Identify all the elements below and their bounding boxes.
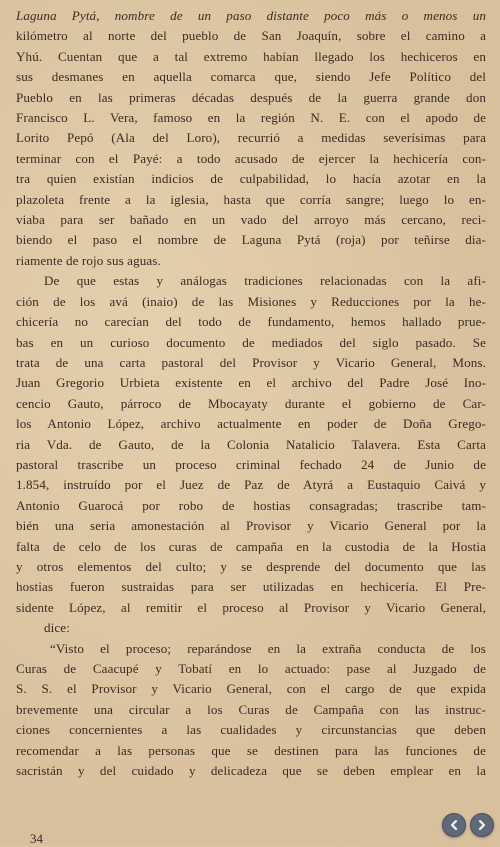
text-line: kilómetro al norte del pueblo de San Joaquín, sobre el camino a bbox=[16, 28, 486, 44]
text-line: los Antonio López, archivo actualmente en poder de Doña Grego- bbox=[16, 416, 486, 432]
arrow-right-icon bbox=[476, 819, 488, 831]
previous-page-button[interactable] bbox=[442, 813, 466, 837]
text-line: sus desmanes en aquella comarca que, siendo Jefe Político del bbox=[16, 69, 486, 85]
text-line: ciones concernientes a las cualidades y circunstancias que deben bbox=[16, 722, 486, 738]
text-line: sidente López, al remitir el proceso al Provisor y Vicario General, bbox=[16, 599, 486, 615]
text-line: Francisco L. Vera, famoso en la región N. E. con el apodo de bbox=[16, 110, 486, 126]
text-line: Yhú. Cuentan que a tal extremo habían llegado los hechiceros en bbox=[16, 48, 486, 64]
text-line: Antonio Guarocá por robo de hostias consagradas; trascribe tam- bbox=[16, 497, 486, 513]
arrow-left-icon bbox=[448, 819, 460, 831]
text-line: pastoral trascribe un proceso criminal fechado 24 de Junio de bbox=[16, 456, 486, 472]
text-line: falta de celo de los curas de campaña en la custodia de la Hostia bbox=[16, 538, 486, 554]
text-line: terminar con el Payé: a todo acusado de ejercer la hechicería con- bbox=[16, 150, 486, 166]
text-line: cencio Gauto, párroco de Mbocayaty durante el gobierno de Car- bbox=[16, 395, 486, 411]
document-body bbox=[16, 6, 486, 781]
text-line: plazoleta frente a la iglesia, hasta que corría sangre; luego lo en- bbox=[16, 191, 486, 207]
page-nav bbox=[442, 813, 494, 837]
page-number: 34 bbox=[30, 831, 43, 846]
text-line: biendo el paso el nombre de Laguna Pytá (roja) por teñirse dia- bbox=[16, 232, 486, 248]
text-line: S. S. el Provisor y Vicario General, con el cargo de que expida bbox=[16, 681, 486, 697]
text-line: dice: bbox=[44, 620, 70, 636]
text-line: ción de los avá (inaio) de las Misiones y Reducciones por la he- bbox=[16, 293, 486, 309]
text-line: Pueblo en las primeras décadas después de la guerra grande don bbox=[16, 89, 486, 105]
text-line: riamente de rojo sus aguas. bbox=[16, 252, 161, 268]
text-line: brevemente una circular a los Curas de Campaña con las instruc- bbox=[16, 701, 486, 717]
text-line: sacristán y del cuidado y delicadeza que se deben emplear en la bbox=[16, 763, 486, 779]
text-line: ria Vda. de Gauto, de la Colonia Natalicio Talavera. Esta Carta bbox=[16, 436, 486, 452]
text-line: bas en un curioso documento de mediados del siglo pasado. Se bbox=[16, 334, 486, 350]
text-line: recomendar a las personas que se destinen para las funciones de bbox=[16, 742, 486, 758]
text-line: De que estas y análogas tradiciones relacionadas con la afi- bbox=[44, 273, 486, 289]
text-line: Laguna Pytá, nombre de un paso distante poco más o menos un bbox=[16, 8, 486, 23]
text-line: hostias fueron sustraidas para ser utilizadas en hechicería. El Pre- bbox=[16, 579, 486, 595]
text-line: 1.854, instruído por el Juez de Paz de Atyrá a Eustaquio Caivá y bbox=[16, 477, 486, 493]
text-line: Lorito Pepó (Ala del Loro), recurrió a medidas severísimas para bbox=[16, 130, 486, 146]
text-line: trata de una carta pastoral del Provisor y Vicario General, Mons. bbox=[16, 354, 486, 370]
text-line: tra quien existían indicios de culpabilidad, lo hacía azotar en la bbox=[16, 171, 486, 187]
text-line: y otros elementos del culto; y se desprende del documento que las bbox=[16, 558, 486, 574]
text-line: viaba para ser bañado en un vado del arroyo más cercano, reci- bbox=[16, 212, 486, 228]
text-line: bién una seria amonestación al Provisor y Vicario General por la bbox=[16, 518, 486, 534]
text-line: “Visto el proceso; reparándose en la extraña conducta de los bbox=[50, 640, 486, 656]
text-line: Curas de Caacupé y Tobatí en lo actuado: pase al Juzgado de bbox=[16, 661, 486, 676]
next-page-button[interactable] bbox=[470, 813, 494, 837]
text-line: Juan Gregorio Urbieta existente en el archivo del Padre José Ino- bbox=[16, 375, 486, 391]
text-line: chicería no carecían del todo de fundamento, hemos hallado prue- bbox=[16, 314, 486, 330]
